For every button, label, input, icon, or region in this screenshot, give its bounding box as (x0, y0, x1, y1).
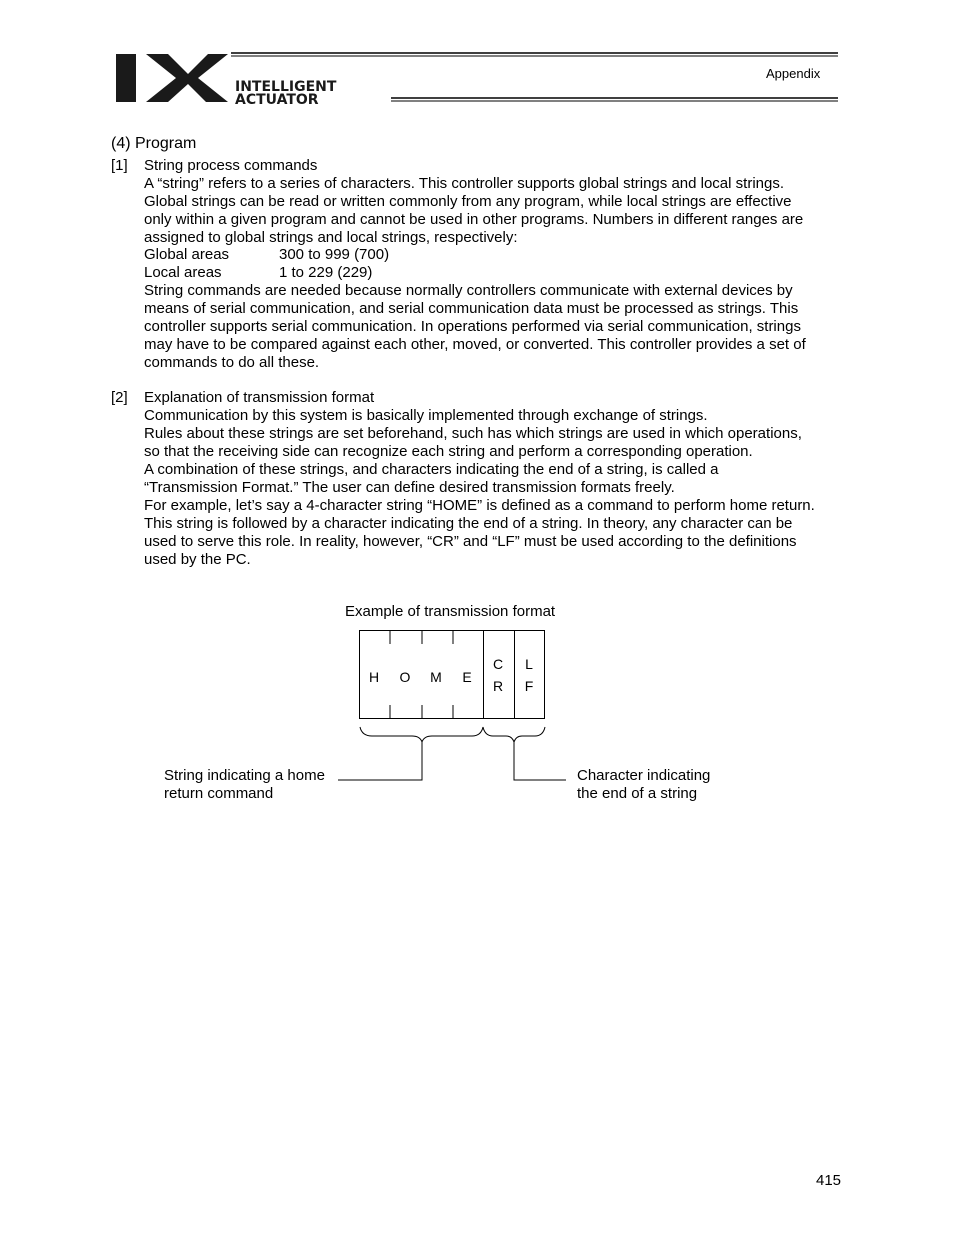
local-areas-label: Local areas (144, 264, 222, 281)
text-line: A combination of these strings, and characters indicating the end of a string, is called a (144, 461, 719, 478)
cell-lf-l: L (525, 656, 533, 672)
crlf-leader-line (514, 742, 566, 780)
section-heading: (4) Program (111, 135, 197, 152)
text-line: Rules about these strings are set beforehand, such has which strings are used in which operations, (144, 425, 802, 442)
text-line: means of serial communication, and serial communication data must be processed as strings. This (144, 300, 799, 317)
text-line: assigned to global strings and local strings, respectively: (144, 229, 518, 246)
text-line: Communication by this system is basically implemented through exchange of strings. (144, 407, 708, 424)
text-line: Global strings can be read or written commonly from any program, while local strings are effective (144, 193, 792, 210)
home-leader-line (338, 742, 422, 780)
text-line: A “string” refers to a series of characters. This controller supports global strings and local strings. (144, 175, 784, 192)
cell-h: H (368, 669, 380, 685)
cell-e: E (462, 669, 472, 685)
text-line: “Transmission Format.” The user can define desired transmission formats freely. (144, 479, 675, 496)
text-line: String commands are needed because normally controllers communicate with external devices by (144, 282, 793, 299)
format-box (360, 631, 545, 719)
text-line: only within a given program and cannot be used in other programs. Numbers in different ranges are (144, 211, 804, 228)
local-areas-range: 1 to 229 (229) (279, 264, 373, 281)
text-line: For example, let’s say a 4-character string “HOME” is defined as a command to perform home return. (144, 497, 815, 514)
cell-cr-r: R (492, 678, 504, 694)
home-brace (360, 727, 483, 742)
cell-lf-f: F (524, 678, 534, 694)
home-label-line1: String indicating a home (164, 767, 325, 784)
item1-paragraph (144, 175, 844, 247)
cell-m: M (430, 669, 442, 685)
crlf-label-line2: the end of a string (577, 785, 698, 802)
home-label-line2: return command (164, 785, 274, 802)
text-line: may have to be compared against each other, moved, or converted. This controller provides a set of (144, 336, 806, 353)
crlf-brace (483, 727, 545, 742)
logo-text-intelligent: INTELLIGENT (235, 79, 337, 95)
item2-number: [2] (111, 389, 128, 406)
crlf-label-line1: Character indicating (577, 767, 711, 784)
item1-paragraph-2 (144, 282, 844, 372)
item2-title: Explanation of transmission format (144, 389, 375, 406)
text-line: used by the PC. (144, 551, 251, 568)
text-line: This string is followed by a character indicating the end of a string. In theory, any character can be (144, 515, 793, 532)
text-line: controller supports serial communication. In operations performed via serial communication, strings (144, 318, 801, 335)
cell-o: O (399, 669, 411, 685)
global-areas-range: 300 to 999 (700) (279, 246, 390, 263)
header-section-label: Appendix (766, 66, 821, 81)
diagram-caption: Example of transmission format (345, 603, 556, 620)
item1-title: String process commands (144, 157, 318, 174)
text-line: used to serve this role. In reality, however, “CR” and “LF” must be used according to the definitions (144, 533, 797, 550)
item2-paragraph (144, 407, 844, 569)
cell-cr-c: C (492, 656, 504, 672)
header-rule (231, 52, 838, 102)
page-number: 415 (816, 1172, 842, 1189)
item1-number: [1] (111, 157, 128, 174)
text-line: so that the receiving side can recognize each string and perform a corresponding operation. (144, 443, 753, 460)
text-line: commands to do all these. (144, 354, 320, 371)
global-areas-label: Global areas (144, 246, 230, 263)
logo-text-actuator: ACTUATOR (235, 92, 319, 105)
